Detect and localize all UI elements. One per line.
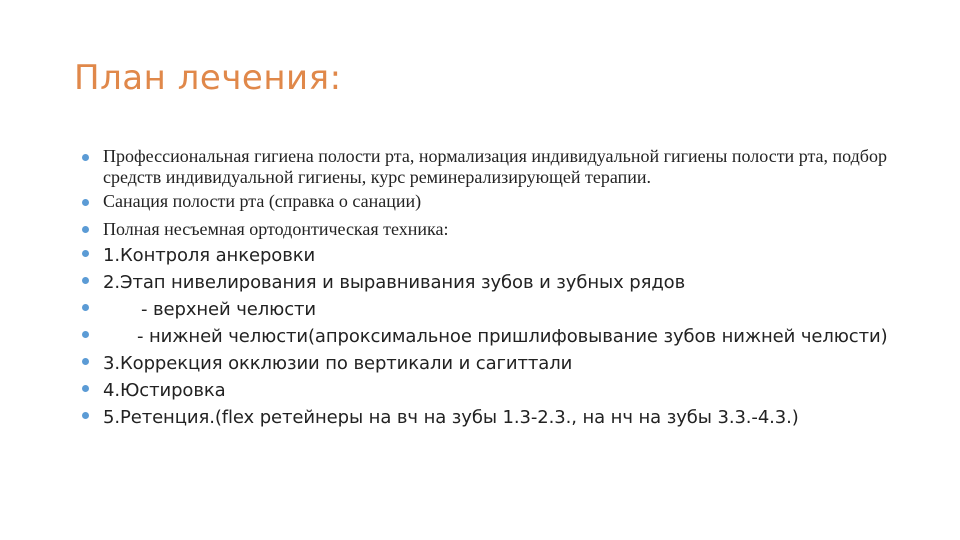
list-item-text: Санация полости рта (справка о санации) (103, 191, 422, 211)
list-item-text: 1.Контроля анкеровки (103, 245, 316, 266)
bullet-icon (82, 412, 89, 419)
bullet-icon (82, 304, 89, 311)
bullet-icon (82, 358, 89, 365)
list-item-text: - верхней челюсти (141, 299, 316, 320)
bullet-list (82, 146, 902, 431)
bullet-icon (82, 385, 89, 392)
list-item-text: 3.Коррекция окклюзии по вертикали и сагиттали (103, 353, 573, 374)
list-item-text: 5.Ретенция.(flex ретейнеры на вч на зубы 1.3-2.3., на нч на зубы 3.3.-4.3.) (103, 407, 799, 428)
list-item (82, 216, 902, 242)
list-item (82, 269, 902, 296)
bullet-icon (82, 154, 89, 161)
list-item (82, 296, 902, 323)
bullet-icon (82, 331, 89, 338)
list-item-text: Полная несъемная ортодонтическая техника: (103, 219, 449, 239)
list-item (82, 404, 902, 431)
slide-title: План лечения: (74, 58, 342, 98)
list-item-text: Профессиональная гигиена полости рта, нормализация индивидуальной гигиены полости рта, подбор средств индивидуальной гигиены, курс реминерализирующей терапии. (103, 146, 887, 187)
list-item-text: - нижней челюсти(апроксимальное пришлифовывание зубов нижней челюсти) (137, 326, 888, 347)
list-item (82, 191, 902, 212)
list-item (82, 377, 902, 404)
bullet-icon (82, 226, 89, 233)
bullet-icon (82, 199, 89, 206)
list-item-text: 4.Юстировка (103, 380, 226, 401)
list-item (82, 146, 902, 188)
list-item-text: 2.Этап нивелирования и выравнивания зубов и зубных рядов (103, 272, 686, 293)
list-item (82, 350, 902, 377)
bullet-icon (82, 250, 89, 257)
bullet-icon (82, 277, 89, 284)
list-item (82, 323, 902, 350)
list-item (82, 242, 902, 269)
